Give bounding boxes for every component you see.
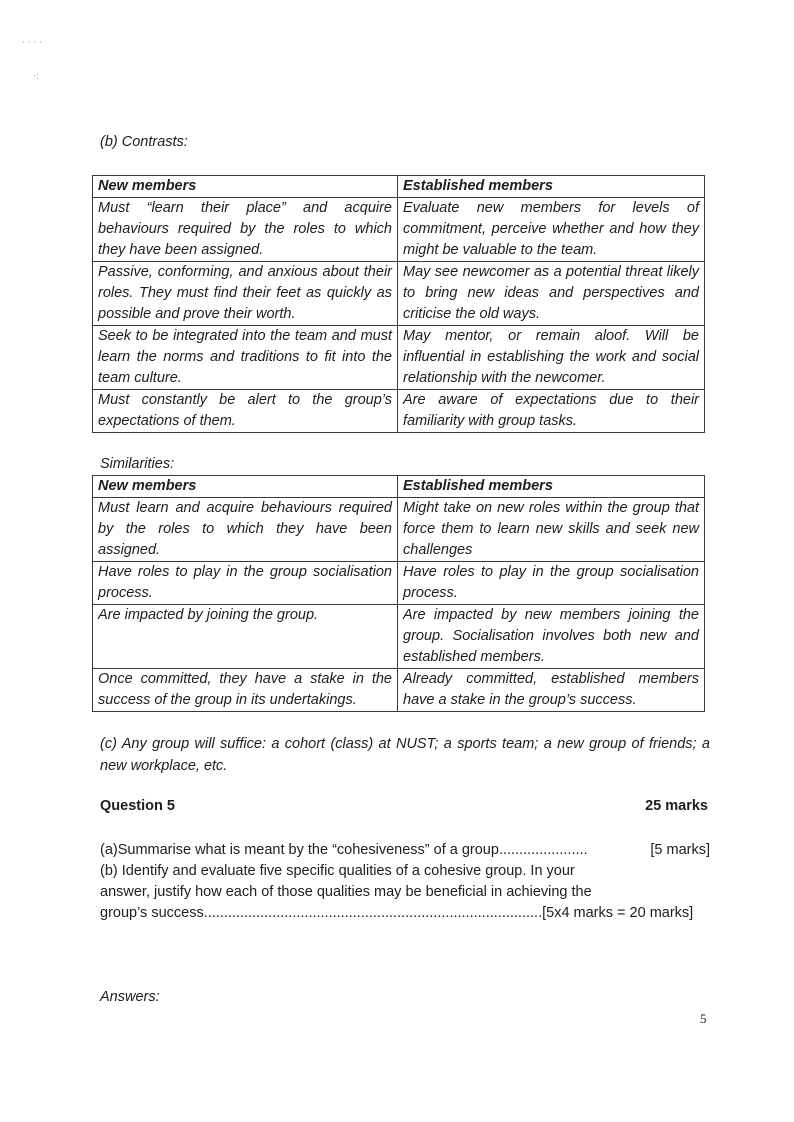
table-row xyxy=(93,262,705,326)
question-total-marks: 25 marks xyxy=(645,798,708,814)
column-header: Established members xyxy=(398,176,705,198)
table-cell: Have roles to play in the group socialisation process. xyxy=(93,562,398,605)
table-row xyxy=(93,326,705,390)
contrasts-label: (b) Contrasts: xyxy=(100,134,188,150)
answers-label: Answers: xyxy=(100,989,160,1005)
table-cell: Must “learn their place” and acquire behaviours required by the roles to which they have been assigned. xyxy=(93,198,398,262)
table-row xyxy=(93,669,705,712)
table-cell: Once committed, they have a stake in the success of the group in its undertakings. xyxy=(93,669,398,712)
page-number: 5 xyxy=(700,1011,707,1026)
table-row xyxy=(93,198,705,262)
table-cell: May see newcomer as a potential threat likely to bring new ideas and perspectives and criticise the old ways. xyxy=(398,262,705,326)
similarities-label: Similarities: xyxy=(100,456,175,472)
table-cell: Must learn and acquire behaviours required by the roles to which they have been assigned. xyxy=(93,498,398,562)
table-cell: Seek to be integrated into the team and must learn the norms and traditions to fit into the team culture. xyxy=(93,326,398,390)
part-a-text: (a)Summarise what is meant by the “cohesiveness” of a group...................... xyxy=(100,842,588,858)
question-body xyxy=(100,840,710,924)
part-b-line: group’s success....................................................................................[5x4 marks = 20 marks] xyxy=(100,905,694,921)
scan-speck: · · · · xyxy=(22,38,43,48)
question-title: Question 5 xyxy=(100,798,175,814)
column-header: New members xyxy=(93,476,398,498)
table-row xyxy=(93,562,705,605)
table-cell: Might take on new roles within the group that force them to learn new skills and seek new challenges xyxy=(398,498,705,562)
column-header: New members xyxy=(93,176,398,198)
part-c-answer: (c) Any group will suffice: a cohort (class) at NUST; a sports team; a new group of friends; a new workplace, etc. xyxy=(100,736,710,774)
part-b-line: answer, justify how each of those qualities may be beneficial in achieving the xyxy=(100,884,592,900)
part-b-line: (b) Identify and evaluate five specific qualities of a cohesive group. In your xyxy=(100,863,575,879)
table-cell: Are impacted by new members joining the group. Socialisation involves both new and established members. xyxy=(398,605,705,669)
contrasts-table xyxy=(92,175,705,433)
table-cell: Are impacted by joining the group. xyxy=(93,605,398,669)
table-cell: May mentor, or remain aloof. Will be influential in establishing the work and social relationship with the newcomer. xyxy=(398,326,705,390)
table-cell: Already committed, established members have a stake in the group’s success. xyxy=(398,669,705,712)
table-cell: Evaluate new members for levels of commitment, perceive whether and how they might be valuable to the team. xyxy=(398,198,705,262)
scan-speck: ·: xyxy=(33,72,39,82)
question-part-a xyxy=(100,840,710,861)
table-header-row xyxy=(93,476,705,498)
table-cell: Have roles to play in the group socialisation process. xyxy=(398,562,705,605)
table-row xyxy=(93,498,705,562)
table-header-row xyxy=(93,176,705,198)
table-row xyxy=(93,605,705,669)
column-header: Established members xyxy=(398,476,705,498)
table-cell: Must constantly be alert to the group’s expectations of them. xyxy=(93,390,398,433)
table-cell: Passive, conforming, and anxious about their roles. They must find their feet as quickly as possible and prove their worth. xyxy=(93,262,398,326)
table-row xyxy=(93,390,705,433)
part-a-marks: [5 marks] xyxy=(650,842,710,858)
similarities-table xyxy=(92,475,705,712)
table-cell: Are aware of expectations due to their familiarity with group tasks. xyxy=(398,390,705,433)
